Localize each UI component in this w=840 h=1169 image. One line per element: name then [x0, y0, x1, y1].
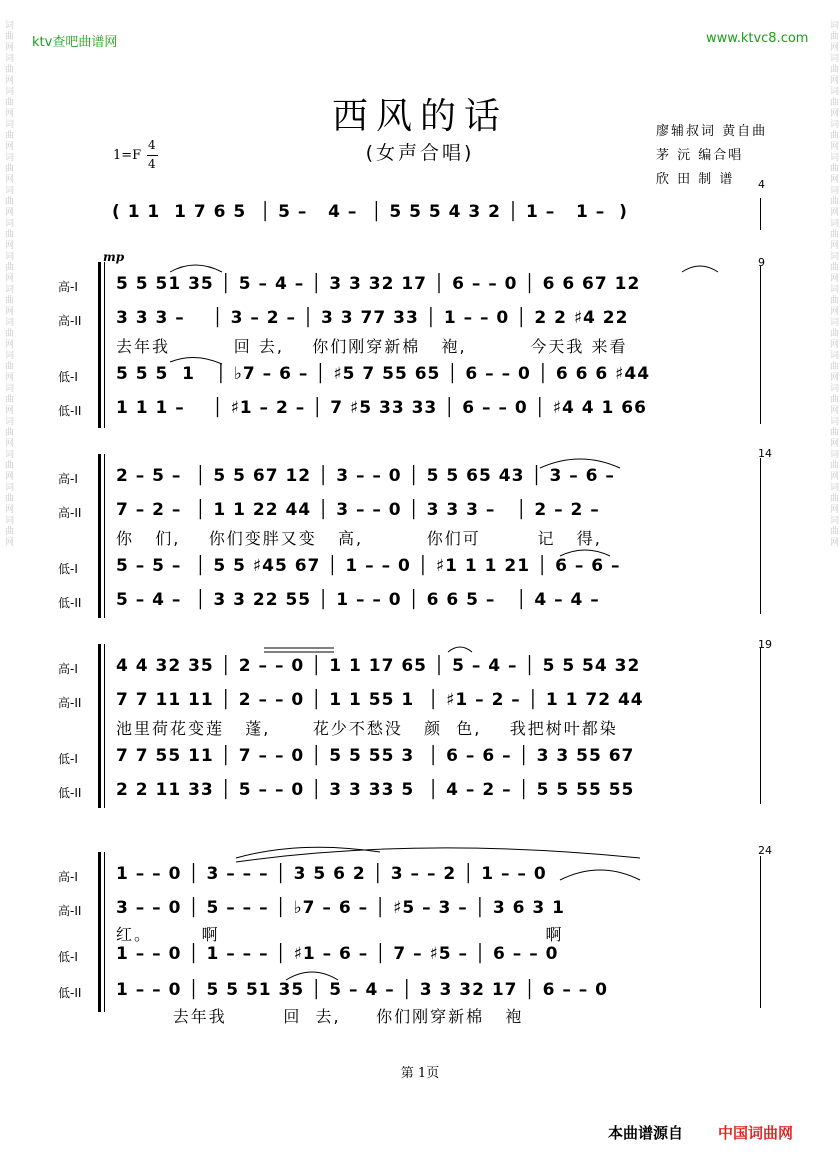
voice-label-alto-1: 低-I [58, 562, 78, 576]
credit-transcriber: 欣 田 制 谱 [656, 172, 735, 187]
measure-number: 24 [758, 844, 772, 857]
measure-number: 14 [758, 447, 772, 460]
notation-row-soprano-1: 2 – 5 – │ 5 5 67 12 │ 3 – – 0 │ 5 5 65 43 │ 3 – 6 – [116, 466, 615, 486]
side-watermark-right: 词曲网词曲网词曲网词曲网词曲网词曲网词曲网词曲网词曲网词曲网词曲网词曲网词曲网词曲网词曲网词曲网 [828, 20, 838, 548]
voice-label-alto-2: 低-II [58, 986, 82, 1000]
voice-label-alto-1: 低-I [58, 370, 78, 384]
notation-row-alto-1: 7 7 55 11 │ 7 – – 0 │ 5 5 55 3 │ 6 – 6 – │ 3 3 55 67 [116, 746, 635, 766]
key-signature: 1=F [113, 148, 142, 163]
header-site-url[interactable]: www.ktvc8.com [706, 31, 809, 46]
credit-arranger: 茅 沅 编合唱 [656, 148, 744, 163]
page-title: 西风的话 [331, 96, 508, 137]
footer-source-label: 本曲谱源自 [608, 1124, 684, 1142]
dynamic-marking: mp [103, 250, 125, 264]
footer-source-site[interactable]: 中国词曲网 [718, 1124, 794, 1142]
measure-number: 9 [758, 256, 765, 269]
voice-label-alto-2: 低-II [58, 786, 82, 800]
voice-label-soprano-1: 高-I [58, 472, 78, 486]
voice-label-soprano-1: 高-I [58, 662, 78, 676]
notation-row-soprano-1: 1 – – 0 │ 3 – – – │ 3 5 6 2 │ 3 – – 2 │ 1 – – 0 [116, 864, 547, 884]
measure-number: 4 [758, 178, 765, 191]
lyric-line-top: 红。 啊 啊 [116, 925, 564, 944]
notation-row-soprano-1: 4 4 32 35 │ 2 – – 0 │ 1 1 17 65 │ 5 – 4 – │ 5 5 54 32 [116, 656, 641, 676]
voice-label-soprano-2: 高-II [58, 904, 82, 918]
intro-line: ( 1 1 1 7 6 5 │ 5 – 4 – │ 5 5 5 4 3 2 │ 1 – 1 – ) [112, 202, 628, 222]
voice-label-alto-1: 低-I [58, 752, 78, 766]
page-number: 第 1页 [400, 1066, 440, 1081]
voice-label-alto-1: 低-I [58, 950, 78, 964]
voice-label-soprano-2: 高-II [58, 696, 82, 710]
voice-label-soprano-2: 高-II [58, 506, 82, 520]
lyric-line: 去年我 回 去, 你们刚穿新棉 袍 [116, 1007, 524, 1026]
voice-label-alto-2: 低-II [58, 596, 82, 610]
voice-label-soprano-1: 高-I [58, 870, 78, 884]
lyric-line: 池里荷花变莲 蓬, 花少不愁没 颜 色, 我把树叶都染 [116, 719, 618, 738]
time-signature-top: 4 [148, 138, 156, 152]
subtitle: (女声合唱) [365, 142, 475, 164]
time-signature-bottom: 4 [148, 157, 156, 171]
notation-row-alto-2: 5 – 4 – │ 3 3 22 55 │ 1 – – 0 │ 6 6 5 – │ 4 – 4 – [116, 590, 600, 610]
notation-row-soprano-2: 7 – 2 – │ 1 1 22 44 │ 3 – – 0 │ 3 3 3 – │ 2 – 2 – [116, 500, 600, 520]
notation-row-alto-1: 5 – 5 – │ 5 5 ♯45 67 │ 1 – – 0 │ ♯1 1 1 21 │ 6 – 6 – [116, 556, 621, 576]
notation-row-alto-1: 5 5 5 1 │ ♭7 – 6 – │ ♯5 7 55 65 │ 6 – – 0 │ 6 6 6 ♯44 [116, 364, 651, 384]
notation-row-soprano-2: 3 – – 0 │ 5 – – – │ ♭7 – 6 – │ ♯5 – 3 – │ 3 6 3 1 [116, 898, 565, 918]
voice-label-alto-2: 低-II [58, 404, 82, 418]
voice-label-soprano-1: 高-I [58, 280, 78, 294]
side-watermark-left: 词曲网词曲网词曲网词曲网词曲网词曲网词曲网词曲网词曲网词曲网词曲网词曲网词曲网词曲网词曲网词曲网 [3, 20, 13, 548]
voice-label-soprano-2: 高-II [58, 314, 82, 328]
lyric-line: 你 们, 你们变胖又变 高, 你们可 记 得, [116, 529, 602, 548]
notation-row-alto-1: 1 – – 0 │ 1 – – – │ ♯1 – 6 – │ 7 – ♯5 – │ 6 – – 0 [116, 944, 559, 964]
notation-row-soprano-1: 5 5 51 35 │ 5 – 4 – │ 3 3 32 17 │ 6 – – 0 │ 6 6 67 12 [116, 274, 641, 294]
notation-row-alto-2: 2 2 11 33 │ 5 – – 0 │ 3 3 33 5 │ 4 – 2 – │ 5 5 55 55 [116, 780, 635, 800]
measure-number: 19 [758, 638, 772, 651]
notation-row-alto-2: 1 – – 0 │ 5 5 51 35 │ 5 – 4 – │ 3 3 32 17 │ 6 – – 0 [116, 980, 608, 1000]
notation-row-soprano-2: 7 7 11 11 │ 2 – – 0 │ 1 1 55 1 │ ♯1 – 2 – │ 1 1 72 44 [116, 690, 644, 710]
notation-row-alto-2: 1 1 1 – │ ♯1 – 2 – │ 7 ♯5 33 33 │ 6 – – 0 │ ♯4 4 1 66 [116, 398, 647, 418]
header-site-name[interactable]: ktv查吧曲谱网 [32, 35, 118, 50]
notation-row-soprano-2: 3 3 3 – │ 3 – 2 – │ 3 3 77 33 │ 1 – – 0 │ 2 2 ♯4 22 [116, 308, 629, 328]
lyric-line: 去年我 回 去, 你们刚穿新棉 袍, 今天我 来看 [116, 337, 628, 356]
credit-lyricist-composer: 廖辅叔词 黄自曲 [656, 124, 768, 139]
